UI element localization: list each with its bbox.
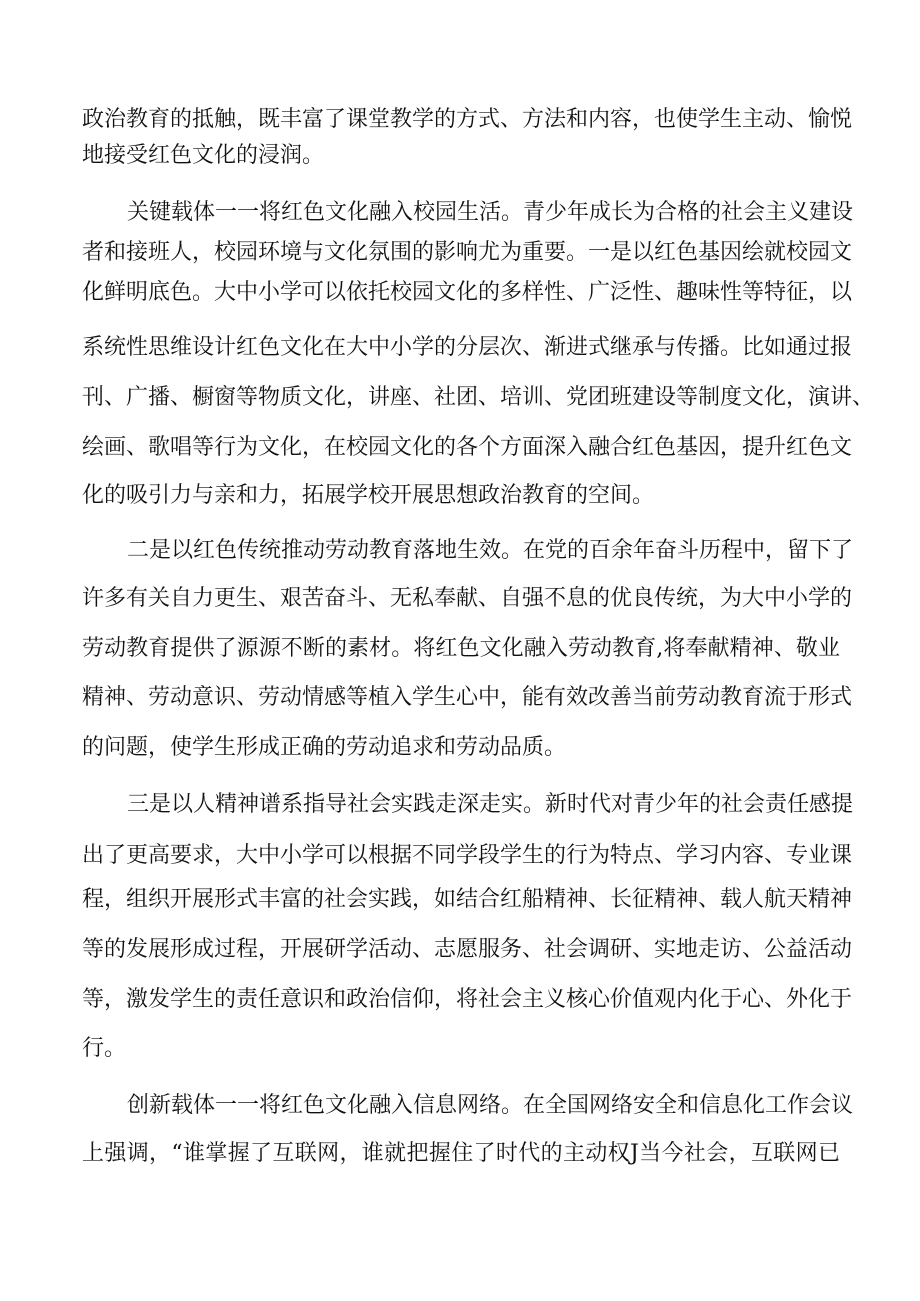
paragraph-line: 三是以人精神谱系指导社会实践走深走实。新时代对青少年的社会责任感提 — [127, 792, 854, 817]
paragraph-line: 地接受红色文化的浸润。 — [82, 143, 325, 168]
paragraph-line: 的问题，使学生形成正确的劳动追求和劳动品质。 — [82, 735, 567, 760]
paragraph-line: 行。 — [82, 1036, 127, 1061]
paragraph-line: 者和接班人，校园环境与文化氛围的影响尤为重要。一是以红色基因绘就校园文 — [82, 240, 853, 265]
paragraph-line: 等，激发学生的责任意识和政治信仰，将社会主义核心价值观内化于心、外化于 — [82, 987, 853, 1012]
paragraph-line: 政治教育的抵触，既丰富了课堂教学的方式、方法和内容，也使学生主动、愉悦 — [82, 107, 853, 132]
paragraph-line: 刊、广播、橱窗等物质文化，讲座、社团、培训、党团班建设等制度文化，演讲、 — [82, 385, 875, 410]
paragraph-line: 化鲜明底色。大中小学可以依托校园文化的多样性、广泛性、趣味性等特征，以 — [82, 280, 853, 305]
paragraph-line: 劳动教育提供了源源不断的素材。将红色文化融入劳动教育,将奉献精神、敬业 — [82, 636, 840, 661]
paragraph-line: 系统性思维设计红色文化在大中小学的分层次、渐进式继承与传播。比如通过报 — [82, 335, 853, 360]
paragraph-line: 创新载体一一将红色文化融入信息网络。在全国网络安全和信息化工作会议 — [127, 1093, 854, 1118]
paragraph-line: 上强调，“谁掌握了互联网，谁就把握住了时代的主动权J当今社会，互联网已 — [82, 1141, 840, 1166]
paragraph-line: 绘画、歌唱等行为文化，在校园文化的各个方面深入融合红色基因，提升红色文 — [82, 435, 853, 460]
paragraph-line: 许多有关自力更生、艰苦奋斗、无私奉献、自强不息的优良传统，为大中小学的 — [82, 586, 853, 611]
paragraph-line: 程，组织开展形式丰富的社会实践，如结合红船精神、长征精神、载人航天精神 — [82, 887, 853, 912]
paragraph-line: 关键载体一一将红色文化融入校园生活。青少年成长为合格的社会主义建设 — [127, 200, 854, 225]
paragraph-line: 出了更高要求，大中小学可以根据不同学段学生的行为特点、学习内容、专业课 — [82, 843, 853, 868]
paragraph-line: 化的吸引力与亲和力，拓展学校开展思想政治教育的空间。 — [82, 483, 655, 508]
paragraph-line: 等的发展形成过程，开展研学活动、志愿服务、社会调研、实地走访、公益活动 — [82, 937, 853, 962]
paragraph-line: 精神、劳动意识、劳动情感等植入学生心中，能有效改善当前劳动教育流于形式 — [82, 685, 853, 710]
paragraph-line: 二是以红色传统推动劳动教育落地生效。在党的百余年奋斗历程中，留下了 — [127, 538, 854, 563]
